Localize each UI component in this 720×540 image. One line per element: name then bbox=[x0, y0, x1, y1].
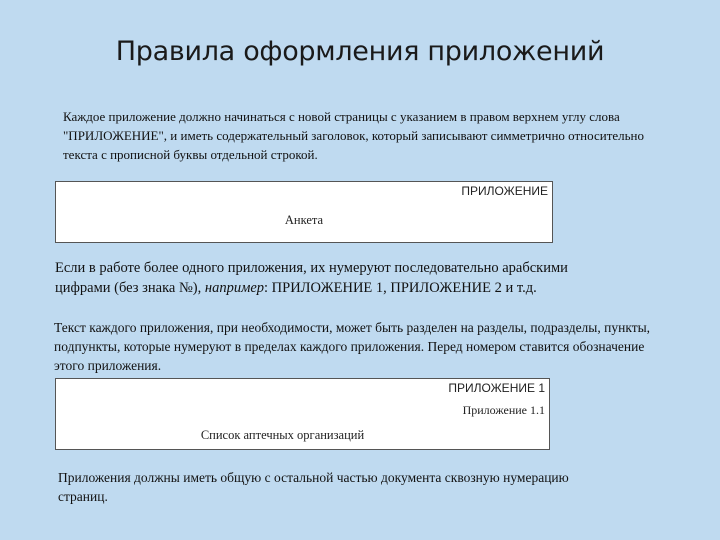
example-box-appendix bbox=[55, 181, 553, 243]
slide-title: Правила оформления приложений bbox=[115, 36, 605, 67]
example-box-header: ПРИЛОЖЕНИЕ bbox=[461, 184, 548, 198]
rule-paragraph-2-example: : ПРИЛОЖЕНИЕ 1, ПРИЛОЖЕНИЕ 2 и т.д. bbox=[264, 280, 537, 296]
rule-paragraph-2-emphasis: например bbox=[204, 280, 265, 296]
example-box-header: ПРИЛОЖЕНИЕ 1 bbox=[448, 381, 545, 395]
example-box-caption: Анкета bbox=[284, 213, 324, 227]
rule-paragraph-3: Текст каждого приложения, при необходимости, может быть разделен на разделы, подразделы, пункты, подпункты, которые нумеруют в пределах каждого приложения. Перед номером ставится обозначение этого приложения. bbox=[54, 320, 651, 373]
example-box-caption: Список аптечных организаций bbox=[200, 428, 365, 442]
example-box-numbered-appendix bbox=[55, 378, 550, 450]
rule-paragraph-4: Приложения должны иметь общую с остальной частью документа сквозную нумерацию страниц. bbox=[58, 470, 569, 504]
rule-paragraph-1: Каждое приложение должно начинаться с новой страницы с указанием в правом верхнем углу слова "ПРИЛОЖЕНИЕ", и иметь содержательный заголовок, который записывают симметрично относительно текста с прописной буквы отдельной строкой. bbox=[63, 109, 645, 162]
rule-paragraph-2 bbox=[55, 258, 615, 298]
example-box-subheader: Приложение 1.1 bbox=[462, 403, 545, 417]
rule-paragraph-2-text: Если в работе более одного приложения, их нумеруют последовательно арабскими цифрами (без знака №), bbox=[55, 260, 568, 296]
